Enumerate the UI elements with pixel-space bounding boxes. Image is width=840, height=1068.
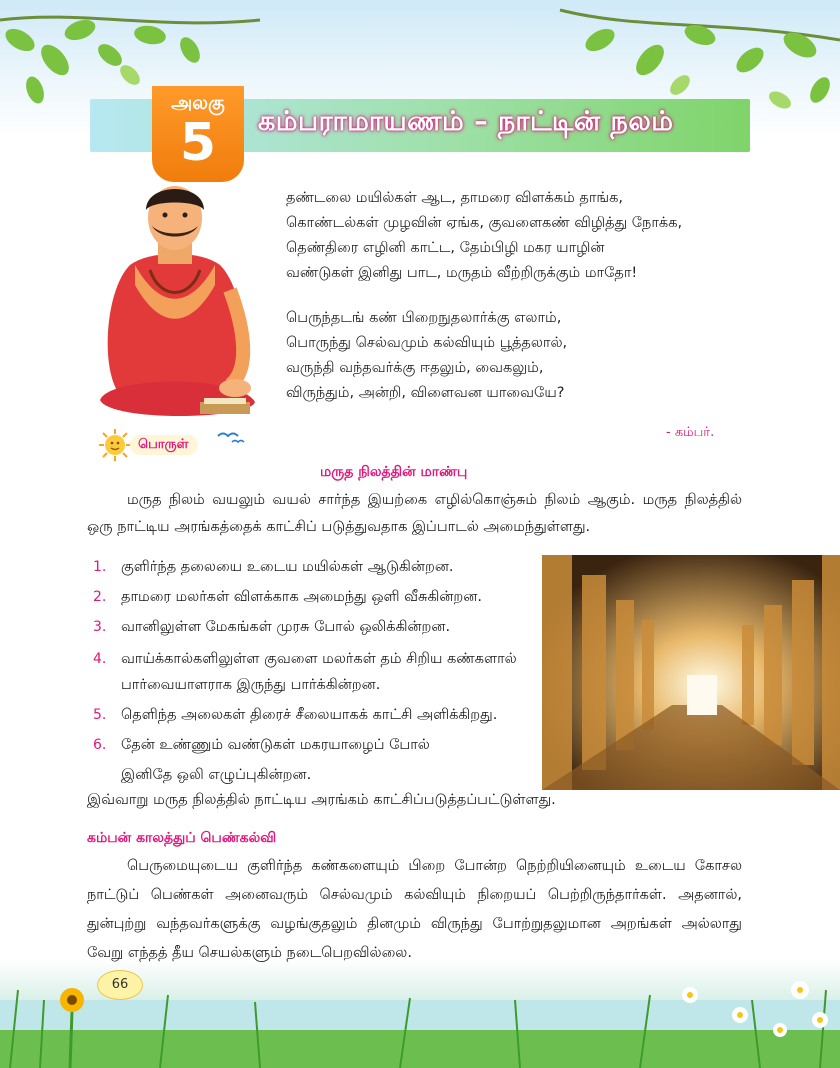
meaning-label: பொருள்: [130, 435, 198, 455]
list-text: தேன் உண்ணும் வண்டுகள் மகரயாழைப் போல்: [121, 737, 430, 753]
birds-icon: [216, 426, 246, 446]
list-number: 4.: [93, 651, 107, 667]
poem-line: பொருந்து செல்வமும் கல்வியும் பூத்தலால்,: [286, 335, 568, 351]
poem-line: வருந்தி வந்தவர்க்கு ஈதலும், வைகலும்,: [286, 360, 544, 376]
section-paragraph: மருத நிலம் வயலும் வயல் சார்ந்த இயற்கை எழில்கொஞ்சும் நிலம் ஆகும். மருத நிலத்தில் ஒரு நாட்டிய அரங்கத்தைக் காட்சிப் படுத்துவதாக இப்பாடல் அமைந்துள்ளது.: [87, 492, 742, 535]
list-item: [87, 582, 547, 612]
poem-line: விருந்தும், அன்றி, விளைவன யாவையே?: [286, 385, 565, 401]
list-number: 2.: [93, 589, 107, 605]
poem-line: பெருந்தடங் கண் பிறைநுதலார்க்கு எலாம்,: [286, 310, 562, 326]
list-item: [87, 552, 547, 582]
poem: [286, 186, 682, 426]
list-item: [87, 612, 547, 642]
list-text: தெளிந்த அலைகள் திரைச் சீலையாகக் காட்சி அளிக்கிறது.: [121, 707, 498, 723]
page-number: 66: [97, 970, 143, 1000]
list-text: குளிர்ந்த தலையை உடைய மயில்கள் ஆடுகின்றன.: [121, 559, 454, 575]
poet-credit: - கம்பர்.: [666, 425, 715, 440]
poem-line: வண்டுகள் இனிது பாட, மருதம் வீற்றிருக்கும் மாதோ!: [286, 265, 638, 281]
poem-line: தண்டலை மயில்கள் ஆட, தாமரை விளக்கம் தாங்க,: [286, 190, 623, 206]
list-number: 1.: [93, 559, 107, 575]
temple-corridor-photo: [542, 555, 840, 790]
list-item: [87, 700, 547, 730]
list-number: 3.: [93, 619, 107, 635]
list-item: [87, 642, 547, 700]
lesson-number: 5: [179, 113, 217, 173]
poem-line: கொண்டல்கள் முழவின் ஏங்க, குவளைகண் விழித்து நோக்க,: [286, 215, 683, 231]
list-text: வானிலுள்ள மேகங்கள் முரசு போல் ஒலிக்கின்றன.: [121, 619, 451, 635]
sun-icon: [98, 428, 132, 462]
poem-stanza-2: [286, 306, 682, 406]
poem-stanza-1: [286, 186, 682, 286]
list-text: வாய்க்கால்களிலுள்ள குவளை மலர்கள் தம் சிறிய கண்களால் பார்வையாளராக இருந்து பார்க்கின்றன.: [121, 651, 517, 693]
list-item: [87, 730, 547, 790]
list-text-continued: இனிதே ஒலி எழுப்புகின்றன.: [121, 767, 312, 783]
lesson-title: கம்பராமாயணம் – நாட்டின் நலம்: [258, 106, 674, 137]
poem-line: தெண்திரை எழினி காட்ட, தேம்பிழி மகர யாழின்: [286, 240, 605, 256]
poet-illustration: [80, 170, 270, 445]
section-paragraph: பெருமையுடைய குளிர்ந்த கண்களையும் பிறை போன்ற நெற்றியினையும் உடைய கோசல நாட்டுப் பெண்கள் அனைவரும் செல்வமும் கல்வியும் நிறையப் பெற்றிருந்தார்கள். அதனால், துன்புற்று வந்தவர்களுக்கு வழங்குதலும் தினமும் விருந்து போற்றுதலுமான அறங்கள் அல்லாது வேறு எந்தத் தீய செயல்களும் நடைபெறவில்லை.: [87, 858, 742, 961]
section-heading: மருத நிலத்தின் மாண்பு: [320, 464, 468, 480]
lesson-badge: [152, 86, 244, 182]
list-text: தாமரை மலர்கள் விளக்காக அமைந்து ஒளி வீசுகின்றன.: [121, 589, 482, 605]
list-number: 5.: [93, 707, 107, 723]
meaning-tag: [98, 428, 258, 462]
lesson-word: அலகு: [171, 92, 225, 114]
meaning-list: [87, 552, 547, 790]
list-number: 6.: [93, 737, 107, 753]
conclusion-text: இவ்வாறு மருத நிலத்தில் நாட்டிய அரங்கம் காட்சிப்படுத்தப்பட்டுள்ளது.: [87, 792, 556, 808]
section-heading: கம்பன் காலத்துப் பெண்கல்வி: [87, 830, 277, 846]
